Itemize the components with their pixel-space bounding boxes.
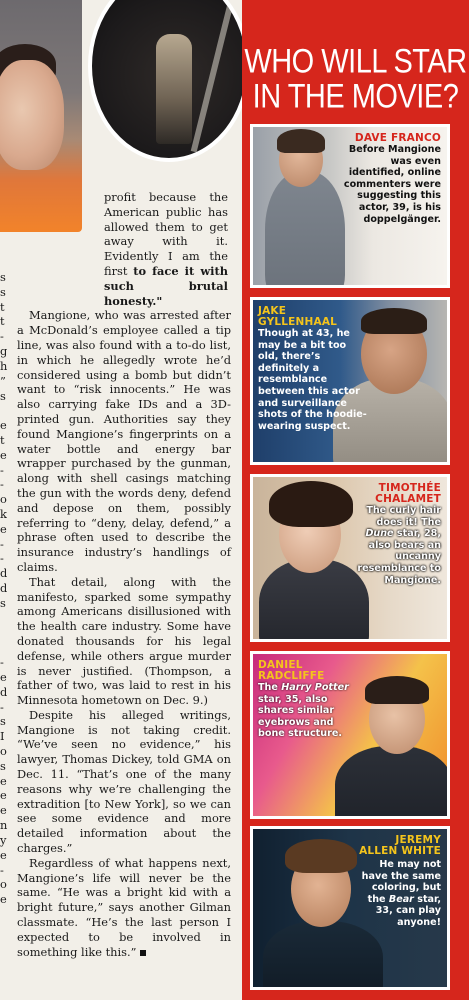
actor-caption: The Harry Potter star, 35, also shares similar eyebrows and bone structure.: [258, 682, 349, 740]
surveillance-figure: [156, 34, 192, 144]
gutter-fragment: e: [0, 847, 7, 862]
gutter-fragment: -: [0, 862, 4, 877]
actor-name: DAVE FRANCO: [354, 132, 441, 144]
gutter-fragment: d: [0, 566, 8, 581]
gutter-fragment: d: [0, 684, 8, 699]
actor-name-line: RADCLIFFE: [258, 670, 325, 682]
gutter-fragment: -: [0, 329, 4, 344]
card-timothee-chalamet: [250, 474, 450, 642]
card-dave-franco: [250, 124, 450, 288]
gutter-fragment: -: [0, 536, 4, 551]
actor-caption: Before Mangione was even identified, online commenters were suggesting this actor, 39, is his doppelgänger.: [343, 144, 441, 225]
gutter-fragment: ”: [0, 373, 6, 388]
gutter-fragment: e: [0, 803, 7, 818]
actor-name: [258, 306, 337, 328]
actor-body: [263, 921, 383, 990]
gutter-fragment: I: [0, 729, 5, 744]
gutter-fragment: s: [0, 714, 6, 729]
gutter-fragment: s: [0, 595, 6, 610]
actor-name-line: ALLEN WHITE: [359, 845, 441, 857]
gutter-fragment: d: [0, 581, 8, 596]
actor-body: [265, 171, 345, 288]
actor-name-line: JAKE: [258, 305, 287, 317]
casting-sidebar: [242, 0, 469, 1000]
surveillance-light-streak: [191, 0, 236, 152]
card-jake-gyllenhaal: [250, 297, 450, 465]
actor-hair: [365, 676, 429, 704]
actor-name-line: CHALAMET: [375, 493, 441, 505]
actor-hair: [285, 839, 357, 873]
sidebar-title-line: WHO WILL STAR: [244, 42, 467, 81]
article-paragraph: Mangione, who was arrested after a McDonald’s employee called a tip line, was also found with a to-do list, in which he allegedly wrote he’d considered using a bomb but didn’t want to “risk innocents.” He was also carrying fake IDs and a 3D-printed gun. Authorities say they found Mangione’s fingerprints on a water bottle and energy bar wrapper purchased by the gunman, along with shell casings matching the gun with the words deny, defend and depose on them, possibly referring to “deny, delay, defend,” a phrase often used to describe the insurance industry’s handlings of claims.: [17, 308, 231, 574]
actor-name-line: DANIEL: [258, 659, 303, 671]
gutter-fragment: g: [0, 344, 8, 359]
mugshot-face: [0, 60, 64, 170]
gutter-fragment: o: [0, 492, 7, 507]
article-paragraph: Regardless of what happens next, Mangione’s life will never be the same. “He was a bright kid with a bright future,” says another Gilman classmate. “He’s the last person I expected to be involved in something like this.”: [17, 855, 231, 959]
gutter-fragment: s: [0, 388, 6, 403]
actor-name-line: TIMOTHÉE: [378, 482, 441, 494]
actor-body: [335, 746, 450, 819]
gutter-fragment: e: [0, 892, 7, 907]
gutter-fragment: s: [0, 270, 6, 284]
actor-caption: The curly hair does it! The Dune star, 28, also bears an uncanny resemblance to Mangione.: [357, 505, 441, 586]
gutter-fragment: o: [0, 744, 7, 758]
gutter-fragment: e: [0, 447, 7, 462]
actor-name: [375, 483, 441, 505]
gutter-fragment: e: [0, 521, 7, 536]
gutter-fragment: s: [0, 284, 6, 299]
actor-name-line: JEREMY: [395, 834, 441, 846]
sidebar-title: [242, 44, 469, 115]
gutter-fragment: -: [0, 477, 4, 492]
actor-hair: [361, 308, 427, 334]
gutter-fragment: t: [0, 299, 5, 314]
article-body: [0, 190, 242, 959]
gutter-fragment: t: [0, 432, 5, 447]
sidebar-title-line: IN THE MOVIE?: [252, 78, 459, 116]
gutter-fragment: -: [0, 462, 4, 477]
gutter-fragment: -: [0, 699, 4, 714]
card-daniel-radcliffe: [250, 651, 450, 819]
gutter-fragment: y: [0, 832, 7, 847]
article-paragraph: That detail, along with the manifesto, sparked some sympathy among Americans disillusioned with the health care industry. Some have donated thousands for his legal defense, while others argue murder is never justified. (Thompson, a father of two, was laid to rest in his Minnesota hometown on Dec. 9.): [17, 574, 231, 708]
gutter-fragment: n: [0, 818, 8, 833]
actor-hair: [269, 481, 353, 527]
gutter-fragment: e: [0, 773, 7, 788]
actor-caption: He may not have the same coloring, but the Bear star, 33, can play anyone!: [361, 859, 441, 928]
gutter-fragment: s: [0, 758, 6, 773]
actor-caption: Though at 43, he may be a bit too old, there’s definitely a resemblance between this actor and surveillance shots of the hoodie-wearing suspect.: [258, 328, 367, 432]
gutter-fragment: -: [0, 551, 4, 566]
gutter-fragment: o: [0, 877, 7, 892]
gutter-fragment: e: [0, 788, 7, 803]
gutter-fragment: -: [0, 655, 4, 670]
gutter-fragment: k: [0, 507, 7, 521]
gutter-fragment: e: [0, 418, 7, 433]
actor-name: [359, 835, 441, 857]
end-mark-icon: [140, 950, 146, 956]
article-column: [17, 308, 231, 959]
surveillance-photo: [88, 0, 242, 162]
actor-name-line: GYLLENHAAL: [258, 316, 338, 328]
actor-hair: [277, 129, 325, 153]
gutter-fragment: e: [0, 669, 7, 684]
gutter-fragment: h: [0, 358, 8, 373]
article-lead: profit because the American public has allowed them to get away with it. Evidently I am the first to face it with such brutal honesty.": [104, 190, 229, 308]
article-paragraph: Despite his alleged writings, Mangione is not taking credit. “We’ve seen no evidence,” his lawyer, Thomas Dickey, told GMA on Dec. 11. “That’s one of the many reasons why we’re challenging the extradition [to New York], so we can see some evidence and more detailed information about the charges.”: [17, 707, 231, 856]
gutter-fragment: t: [0, 314, 5, 329]
card-jeremy-allen-white: [250, 826, 450, 990]
actor-name: [258, 660, 325, 682]
